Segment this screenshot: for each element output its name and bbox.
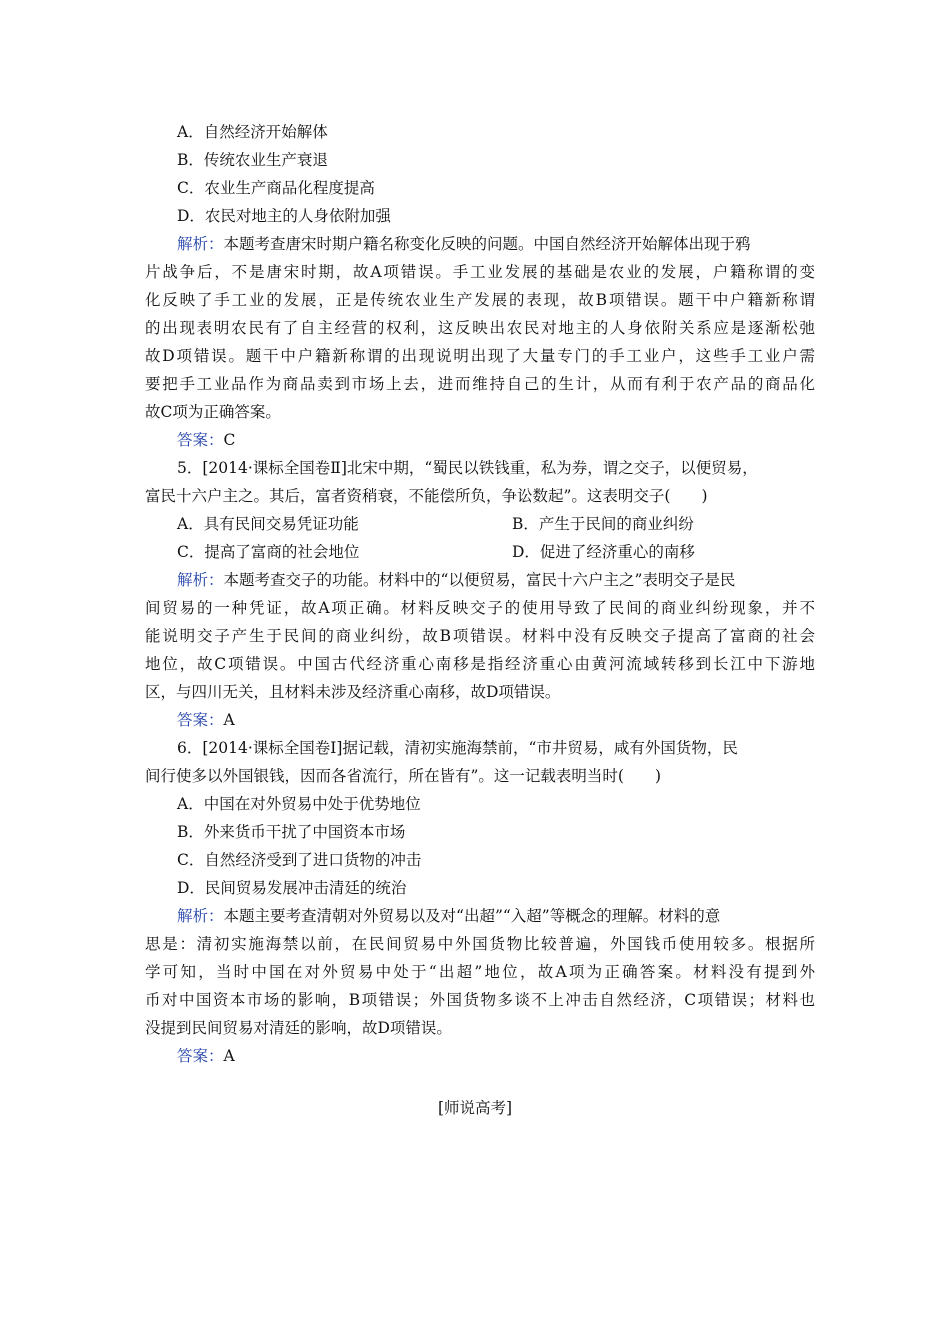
q5-stem-line: 5．[2014·课标全国卷Ⅱ]北宋中期，“蜀民以铁钱重，私为券，谓之交子，以便贸易， <box>177 459 758 477</box>
q5-analysis-line: 能说明交子产生于民间的商业纠纷，故B项错误。材料中没有反映交子提高了富商的社会 <box>145 627 815 645</box>
q6-analysis-line: 学可知，当时中国在对外贸易中处于“出超”地位，故A项为正确答案。材料没有提到外 <box>145 963 815 981</box>
q6-analysis-line: 解析：本题主要考查清朝对外贸易以及对“出超”“入超”等概念的理解。材料的意 <box>177 907 721 925</box>
q6-answer-label: 答案： <box>177 1047 224 1065</box>
q4-answer-value: C <box>223 431 236 449</box>
q5-option-c: C．提高了富商的社会地位 <box>177 543 360 561</box>
q5-analysis-label: 解析： <box>177 571 224 589</box>
q5-answer-value: A <box>223 711 235 729</box>
q5-analysis-line: 解析：本题考查交子的功能。材料中的“以便贸易，富民十六户主之”表明交子是民 <box>177 571 736 589</box>
q6-option-a: A．中国在对外贸易中处于优势地位 <box>177 795 421 813</box>
q5-answer <box>177 706 847 734</box>
q4-answer-label: 答案： <box>177 431 224 449</box>
q5-option-b: B．产生于民间的商业纠纷 <box>512 515 694 533</box>
q6-analysis-line: 没提到民间贸易对清廷的影响，故D项错误。 <box>145 1019 452 1037</box>
q6-analysis-label: 解析： <box>177 907 224 925</box>
q5-analysis-line: 间贸易的一种凭证，故A项正确。材料反映交子的使用导致了民间的商业纠纷现象，并不 <box>145 599 815 617</box>
q4-option-b: B．传统农业生产衰退 <box>177 151 328 169</box>
q6-analysis-line: 思是：清初实施海禁以前，在民间贸易中外国货物比较普遍，外国钱币使用较多。根据所 <box>145 935 815 953</box>
q4-analysis-line: 故D项错误。题干中户籍新称谓的出现说明出现了大量专门的手工业户，这些手工业户需 <box>145 347 815 365</box>
q4-analysis-line: 的出现表明农民有了自主经营的权利，这反映出农民对地主的人身依附关系应是逐渐松弛 <box>145 319 815 337</box>
q4-option-c: C．农业生产商品化程度提高 <box>177 179 375 197</box>
q6-answer <box>177 1042 847 1070</box>
q6-analysis-line: 币对中国资本市场的影响，B项错误；外国货物多谈不上冲击自然经济，C项错误；材料也 <box>145 991 815 1009</box>
q6-option-d: D．民间贸易发展冲击清廷的统治 <box>177 879 407 897</box>
q4-analysis-line: 片战争后，不是唐宋时期，故A项错误。手工业发展的基础是农业的发展，户籍称谓的变 <box>145 263 815 281</box>
q4-answer <box>177 426 847 454</box>
q4-analysis-line: 化反映了手工业的发展，正是传统农业生产发展的表现，故B项错误。题干中户籍新称谓 <box>145 291 815 309</box>
section-title: [师说高考] <box>437 1099 513 1117</box>
q5-analysis-line: 地位，故C项错误。中国古代经济重心南移是指经济重心由黄河流域转移到长江中下游地 <box>145 655 815 673</box>
q6-option-b: B．外来货币干扰了中国资本市场 <box>177 823 406 841</box>
q6-answer-value: A <box>223 1047 235 1065</box>
q5-answer-label: 答案： <box>177 711 224 729</box>
q4-analysis-line: 要把手工业品作为商品卖到市场上去，进而维持自己的生计，从而有利于农产品的商品化 <box>145 375 815 393</box>
q4-option-d: D．农民对地主的人身依附加强 <box>177 207 391 225</box>
q6-stem-line: 间行使多以外国银钱，因而各省流行，所在皆有”。这一记载表明当时( ) <box>145 767 662 785</box>
q5-stem-line: 富民十六户主之。其后，富者资稍衰，不能偿所负，争讼数起”。这表明交子( ) <box>145 487 708 505</box>
q5-option-d: D．促进了经济重心的南移 <box>512 543 695 561</box>
q5-analysis-line: 区，与四川无关，且材料未涉及经济重心南移，故D项错误。 <box>145 683 561 701</box>
q6-stem-line: 6．[2014·课标全国卷Ⅰ]据记载，清初实施海禁前，“市井贸易，咸有外国货物，民 <box>177 739 738 757</box>
q5-option-a: A．具有民间交易凭证功能 <box>177 515 359 533</box>
q6-option-c: C．自然经济受到了进口货物的冲击 <box>177 851 422 869</box>
q4-analysis-line: 解析：本题考查唐宋时期户籍名称变化反映的问题。中国自然经济开始解体出现于鸦 <box>177 235 751 253</box>
q4-analysis-line: 故C项为正确答案。 <box>145 403 281 421</box>
q4-analysis-label: 解析： <box>177 235 224 253</box>
q4-option-a: A．自然经济开始解体 <box>177 123 328 141</box>
